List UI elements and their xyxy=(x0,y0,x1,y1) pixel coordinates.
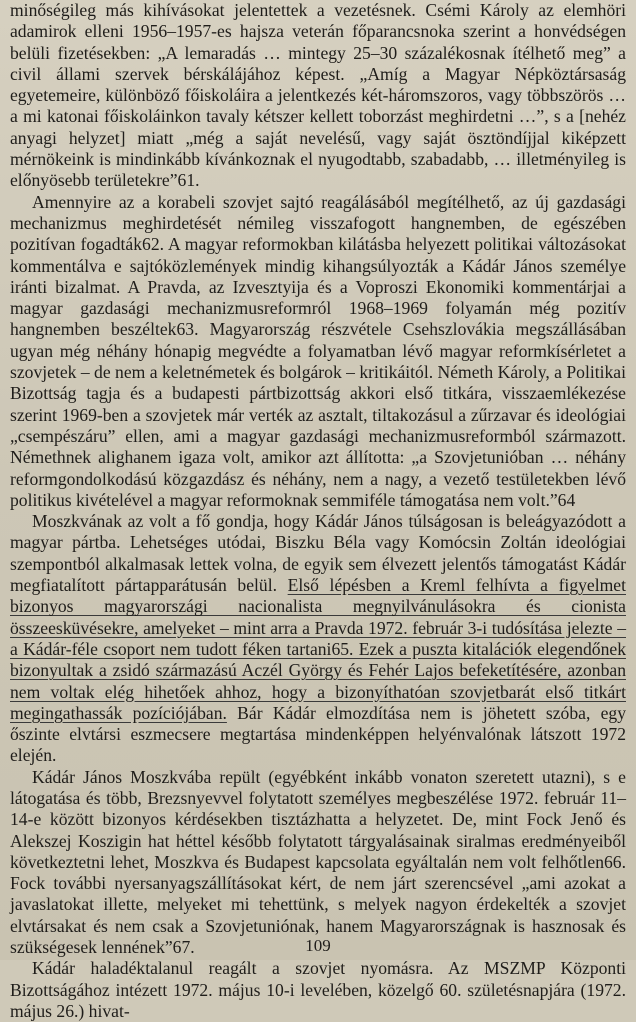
paragraph-2: Amennyire az a korabeli szovjet sajtó reagálásából megítélhető, az új gazdasági mechanizmus meghirdetését némileg visszafogott hangnemben, de egészében pozitívan fogadták62. A magyar reformokban kilátásba helyezett politikai változásokat kommentálva e sajtóközlemények mindig kihangsúlyozták a Kádár János személye iránti bizalmat. A Pravda, az Izvesztyija és a Voproszi Ekonomiki kommentárjai a magyar gazdasági mechanizmusreformról 1968–1969 folyamán még pozitív hangnemben beszéltek63. Magyarország részvétele Csehszlovákia megszállásában ugyan még néhány hónapig megvédte a folyamatban lévő magyar reformkísérletet a szovjetek – de nem a keletnémetek és bolgárok – kritikáitól. Németh Károly, a Politikai Bizottság tagja és a budapesti pártbizottság akkori első titkára, visszaemlékezése szerint 1969-ben a szovjetek már verték az asztalt, tiltakozásul a zűrzavar és ideológiai „csempészáru” ellen, ami a magyar gazdasági mechanizmusreformból származott. Némethnek alighanem igaza volt, amikor azt állította: „a Szovjetunióban … néhány reformgondolkodású közgazdász és néhány, nem a nagy, a vezető testületekben lévő politikus kivételével a magyar reformoknak semmiféle támogatása nem volt.”64 xyxy=(10,191,626,510)
pen-underlined-passage: Első lépésben a Kreml felhívta a figyelmet bizonyos magyarországi nacionalista megnyilvánulásokra és cionista összeesküvésekre, amelyeket – mint arra a Pravda 1972. február 3-i tudósítása jelezte – a Kádár-féle csoport nem tudott féken tartani65. Ezek a puszta kitalációk elegendőnek bizonyultak a zsidó származású Aczél György és Fehér Lajos befeketítésére, azonban nem voltak elég hihetőek ahhoz, hogy a bizonyíthatóan szovjetbarát első titkárt megingathassák pozíciójában. xyxy=(10,575,626,723)
paragraph-1: minőségileg más kihívásokat jelentettek a vezetésnek. Csémi Károly az elemhöri adamirok elleni 1956–1957-es hajsza veterán főparancsnoka szerint a honvédségen belüli fizetésekben: „A lemaradás … mintegy 25–30 százalékosnak ítélhető meg” a civil állami szervek bérskálájához képest. „Amíg a Magyar Népköztársaság egyetemeire, különböző főiskoláira a jelentkezés két-háromszoros, vagy többszörös … a mi katonai főiskoláinkon tavaly kétszer kellett toborzást meghirdetni …”, s a [nehéz anyagi helyzet] miatt „még a saját nevelésű, vagy saját ösztöndíjjal kiképzett mérnökeink is mindinkább kívánkoznak el nyugodtabb, szabadabb, … illetményileg is előnyösebb területekre”61. xyxy=(10,0,626,191)
paragraph-4: Kádár János Moszkvába repült (egyébként inkább vonaton szeretett utazni), s e látogatása és több, Brezsnyevvel folytatott személyes megbeszélése 1972. február 11–14-e között bizonyos kérdésekben tisztázhatta a helyzetet. De, mint Fock Jenő és Alekszej Koszigin hat héttel később folytatott tárgyalásainak siralmas eredményeiből következtetni lehet, Moszkva és Budapest kapcsolata egyáltalán nem volt felhőtlen66. Fock további nyersanyagszállításokat kért, de nem járt szerencsével „ami azokat a javaslatokat illette, melyeket mi tehettünk, s melyek nagyon érdekelték a szovjet elvtársakat és nem csak a Szovjetuniónak, hanem Magyarországnak is hasznosak és szükségesek lennének”67. xyxy=(10,766,626,958)
paragraph-3-text-before: Moszkvának az volt a fő gondja, hogy Kádár János túlságosan is beleágyazódott a magyar pártba. Lehetséges utódai, Biszku Béla vagy Komócsin Zoltán ideológiai szempontból alkalmasak lettek volna, de egyik sem élvezett jelentős támogatást Kádár megfiatalított pártapparátusán belül. xyxy=(10,511,626,596)
page-number: 109 xyxy=(305,936,331,955)
paragraph-3-text-after: Bár Kádár elmozdítása nem is jöhetett szóba, egy őszinte elvtársi eszmecsere megtartása mindenképpen helyénvalónak látszott 1972 elején. xyxy=(10,702,626,766)
paragraph-5: Kádár haladéktalanul reagált a szovjet nyomásra. Az MSZMP Központi Bizottságához intézett 1972. május 10-i levelében, közelgő 60. születésnapjára (1972. május 26.) hivat- xyxy=(10,958,626,1021)
paragraph-3 xyxy=(10,511,626,767)
body-text xyxy=(10,0,626,1022)
